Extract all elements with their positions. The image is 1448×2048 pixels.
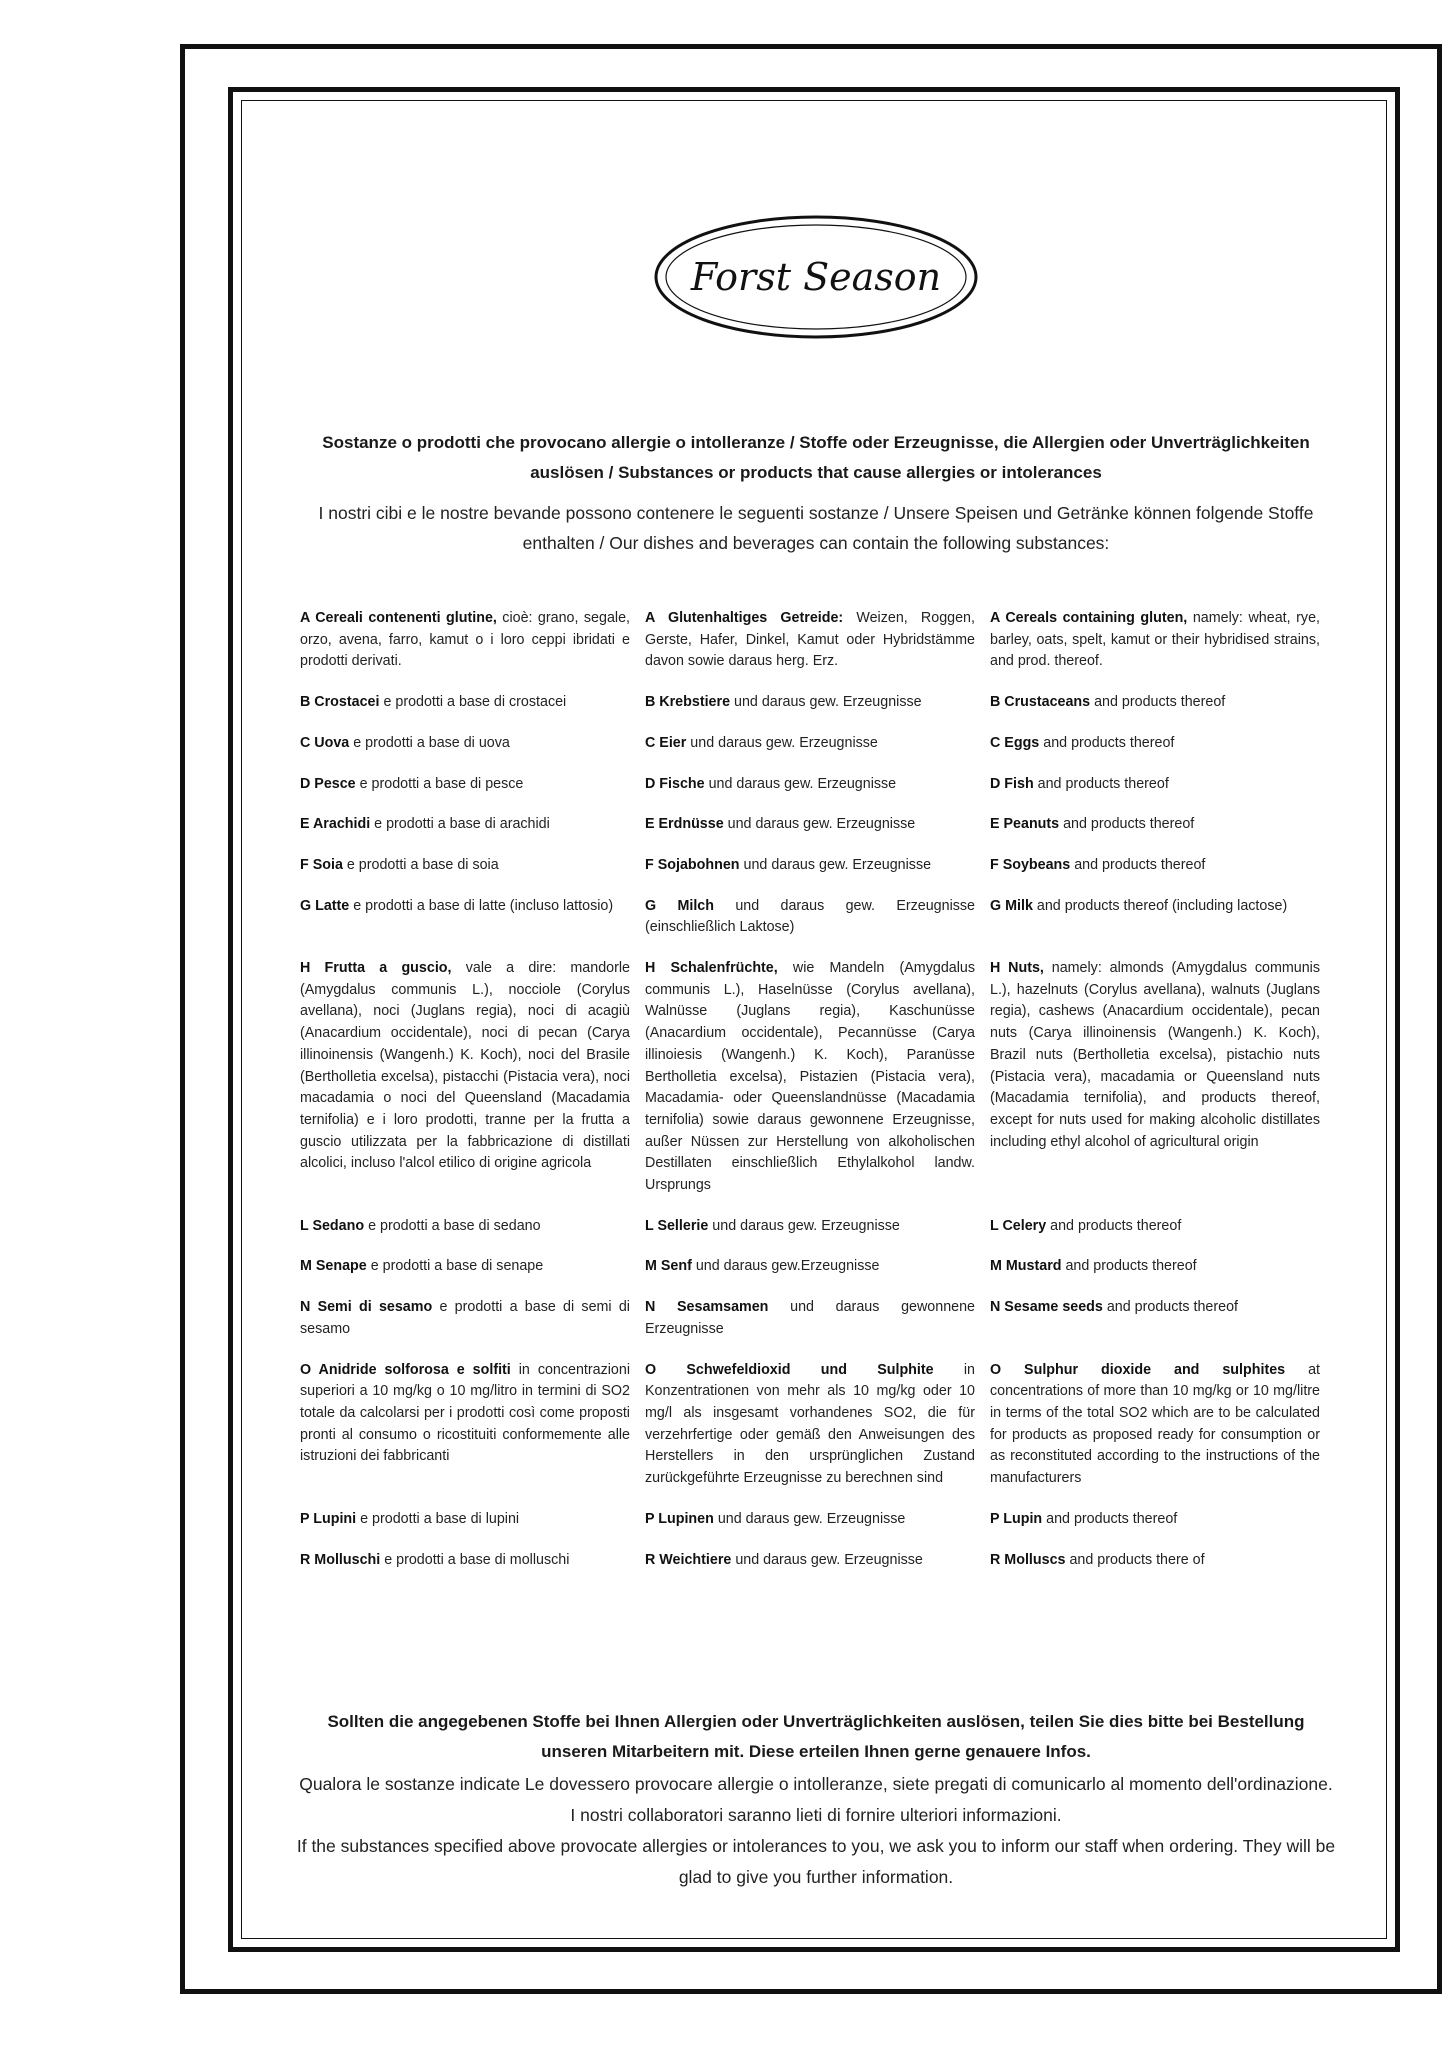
allergen-description: namely: wheat, rye, barley, oats, spelt, kamut or their hybridised strains, and prod. thereof. [990,610,1320,670]
allergen-label: C Eier [645,734,687,751]
allergen-description: und daraus gew.Erzeugnisse [691,1258,880,1275]
forst-season-logo [651,212,981,342]
allergen-description: e prodotti a base di lupini [356,1510,520,1527]
allergen-description: and products thereof [1090,694,1226,711]
allergen-description: in concentrazioni superiori a 10 mg/kg o 10 mg/litro in termini di SO2 totale da calcolarsi per i prodotti così come proposti pronti al consumo o ricostituiti conformemente alle istruzioni dei fabbricanti [300,1361,631,1465]
allergen-description: and products thereof [1033,775,1169,792]
allergen-description: und daraus gew. Erzeugnisse (einschließlich Laktose) [645,897,975,936]
allergen-cell-de [645,692,975,714]
allergen-cell-en [990,1550,1320,1572]
allergen-cell-it [300,1297,630,1340]
allergen-heading: Sostanze o prodotti che provocano allergie o intolleranze / Stoffe oder Erzeugnisse, die Allergien oder Unverträglichkeiten auslösen / Substances or products that cause allergies or intolerances [322,433,1310,482]
allergen-description: and products thereof [1039,734,1175,751]
allergen-cell-de [645,958,975,1197]
allergen-label: P Lupini [300,1510,357,1527]
allergen-description: Weizen, Roggen, Gerste, Hafer, Dinkel, Kamut oder Hybridstämme davon sowie daraus herg. Erz. [645,610,975,670]
allergen-description: e prodotti a base di soia [342,856,499,873]
allergen-description: e prodotti a base di senape [366,1258,544,1275]
allergen-description: e prodotti a base di arachidi [370,816,550,833]
allergen-label: H Frutta a guscio, [300,960,452,977]
logo-text: Forst Season [690,255,942,299]
allergen-cell-it [300,692,630,714]
allergen-cell-de [645,1297,975,1340]
allergen-cell-en [990,733,1320,755]
allergen-label: A Glutenhaltiges Getreide: [645,610,844,626]
allergen-label: L Celery [990,1217,1047,1234]
allergen-description: and products thereof [1070,856,1206,873]
footer-note-german: Sollten die angegebenen Stoffe bei Ihnen Allergien oder Unverträglichkeiten auslösen, teilen Sie dies bitte bei Bestellung unseren Mitarbeitern mit. Diese erteilen Ihnen gerne genauere Infos. [327,1712,1305,1761]
allergen-label: A Cereali contenenti glutine, [300,610,497,626]
allergen-table [300,608,1320,1571]
allergen-label: O Anidride solforosa e solfiti [300,1361,511,1378]
allergen-cell-en [990,1256,1320,1278]
allergen-cell-en [990,1297,1320,1340]
allergen-cell-en [990,855,1320,877]
allergen-description: and products thereof (including lactose) [1032,897,1288,914]
allergen-cell-de [645,1509,975,1531]
allergen-cell-de [645,774,975,796]
allergen-label: N Sesame seeds [990,1299,1103,1316]
allergen-description: und daraus gew. Erzeugnisse [739,856,932,873]
allergen-label: D Fische [645,775,705,792]
allergen-label: L Sellerie [645,1217,709,1234]
allergen-description: namely: almonds (Amygdalus communis L.), hazelnuts (Corylus avellana), walnuts (Juglans regia), cashews (Anacardium occidentale), pecan nuts (Carya illinoinensis (Wangenh.) K. Koch), Brazil nuts (Bertholletia excelsa), pistachio nuts (Pistacia vera), macadamia or Queensland nuts (Macadamia ternifolia), and products thereof, except for nuts used for making alcoholic distillates including ethyl alcohol of agricultural origin [990,960,1320,1150]
allergen-label: B Crostacei [300,694,380,711]
allergen-description: und daraus gew. Erzeugnisse [730,694,922,711]
footer-note-english: If the substances specified above provocate allergies or intolerances to you, we ask you to inform our staff when ordering. They will be glad to give you further information. [296,1836,1336,1887]
allergen-label: P Lupin [990,1510,1043,1527]
allergen-label: E Arachidi [300,816,371,833]
allergen-label: B Krebstiere [645,694,731,711]
allergen-cell-it [300,774,630,796]
allergen-cell-en [990,1216,1320,1238]
allergen-cell-de [645,1360,975,1490]
allergen-description: e prodotti a base di semi di sesamo [300,1299,630,1337]
allergen-cell-it [300,958,630,1197]
allergen-description: and products thereof [1061,1258,1197,1275]
allergen-description: at concentrations of more than 10 mg/kg or 10 mg/litre in terms of the total SO2 which are to be calculated for products as proposed ready for consumption or as reconstituted according to the instructions of the manufacturers [990,1361,1320,1487]
allergen-intro: I nostri cibi e le nostre bevande possono contenere le seguenti sostanze / Unsere Speisen und Getränke können folgende Stoffe enthalten / Our dishes and beverages can contain the following substances: [318,503,1314,553]
allergen-label: B Crustaceans [990,694,1091,711]
allergen-label: D Pesce [300,775,356,792]
allergen-label: N Sesamsamen [645,1299,769,1316]
allergen-cell-en [990,1509,1320,1531]
allergen-cell-de [645,608,975,673]
allergen-label: P Lupinen [645,1510,714,1527]
allergen-description: und daraus gew. Erzeugnisse [731,1551,923,1568]
allergen-cell-it [300,1256,630,1278]
allergen-description: e prodotti a base di sedano [364,1217,541,1234]
allergen-cell-it [300,896,630,939]
allergen-description: and products thereof [1042,1510,1178,1527]
allergen-cell-it [300,608,630,673]
allergen-label: M Senape [300,1258,367,1275]
allergen-cell-en [990,1360,1320,1490]
allergen-label: E Peanuts [990,816,1060,833]
allergen-label: R Molluscs [990,1551,1066,1568]
allergen-label: F Soybeans [990,856,1071,873]
allergen-label: F Sojabohnen [645,856,740,873]
allergen-cell-it [300,1550,630,1572]
allergen-label: E Erdnüsse [645,816,724,833]
allergen-cell-it [300,814,630,836]
allergen-cell-it [300,1509,630,1531]
allergen-description: in Konzentrationen von mehr als 10 mg/kg oder 10 mg/l als insgesamt vorhandenes SO2, die für verzehrfertige oder gemäß den Anweisungen des Herstellers in den ursprünglichen Zustand zurückgeführte Erzeugnisse zu berechnen sind [645,1361,975,1487]
allergen-description: und daraus gew. Erzeugnisse [723,816,916,833]
allergen-label: H Nuts, [990,960,1044,977]
allergen-label: R Weichtiere [645,1551,732,1568]
allergen-cell-de [645,733,975,755]
allergen-label: N Semi di sesamo [300,1299,433,1316]
allergen-description: und daraus gew. Erzeugnisse [713,1510,906,1527]
allergen-cell-en [990,774,1320,796]
allergen-description: e prodotti a base di uova [349,734,510,751]
allergen-label: F Soia [300,856,343,873]
allergen-cell-de [645,1550,975,1572]
allergen-label: O Schwefeldioxid und Sulphite [645,1361,934,1378]
allergen-label: C Uova [300,734,350,751]
allergen-description: e prodotti a base di latte (incluso lattosio) [349,897,614,914]
allergen-description: e prodotti a base di molluschi [380,1551,570,1568]
allergen-cell-it [300,733,630,755]
allergen-description: und daraus gew. Erzeugnisse [686,734,878,751]
allergen-label: L Sedano [300,1217,365,1234]
allergen-label: M Senf [645,1258,692,1275]
allergen-description: e prodotti a base di crostacei [379,694,567,711]
allergen-label: C Eggs [990,734,1040,751]
allergen-description: und daraus gew. Erzeugnisse [704,775,897,792]
allergen-cell-en [990,814,1320,836]
allergen-cell-de [645,855,975,877]
allergen-cell-it [300,1360,630,1490]
allergen-cell-en [990,896,1320,939]
allergen-description: wie Mandeln (Amygdalus communis L.), Haselnüsse (Corylus avellana), Walnüsse (Juglans regia), Kaschunüsse (Anacardium occidentale), Pecannüsse (Carya illinoiesis (Wangenh.) K. Koch), Paranüsse Bertholletia excelsa), Pistazien (Pistacia vera), Macadamia- oder Queenslandnüsse (Macadamia ternifolia) sowie daraus gewonnene Erzeugnisse, außer Nüssen zur Herstellung von alkoholischen Destillaten einschließlich Ethylalkohol landw. Ursprungs [645,960,975,1194]
allergen-label: H Schalenfrüchte, [645,960,778,977]
allergen-cell-de [645,896,975,939]
allergen-cell-it [300,1216,630,1238]
allergen-description: und daraus gew. Erzeugnisse [708,1217,900,1234]
allergen-description: and products there of [1065,1551,1205,1568]
allergen-label: G Milk [990,897,1033,914]
allergen-label: D Fish [990,775,1034,792]
allergen-cell-it [300,855,630,877]
allergen-cell-de [645,814,975,836]
allergen-description: und daraus gewonnene Erzeugnisse [645,1299,975,1337]
allergen-label: O Sulphur dioxide and sulphites [990,1361,1286,1378]
allergen-description: cioè: grano, segale, orzo, avena, farro, kamut o i loro ceppi ibridati e prodotti derivati. [300,610,630,670]
allergen-description: e prodotti a base di pesce [355,775,524,792]
allergen-cell-de [645,1216,975,1238]
allergen-cell-de [645,1256,975,1278]
allergen-label: G Milch [645,897,714,914]
allergen-cell-en [990,692,1320,714]
allergen-cell-en [990,958,1320,1197]
allergen-description: and products thereof [1046,1217,1182,1234]
footer-note-italian: Qualora le sostanze indicate Le dovessero provocare allergie o intolleranze, siete pregati di comunicarlo al momento dell'ordinazione. I nostri collaboratori saranno lieti di fornire ulteriori informazioni. [299,1774,1333,1825]
allergen-description: vale a dire: mandorle (Amygdalus communis L.), nocciole (Corylus avellana), noci (Juglans regia), noci di acagiù (Anacardium occidentale), noci di pecan (Carya illinoinensis (Wangenh.) K. Koch), noci del Brasile (Bertholletia excelsa), pistacchi (Pistacia vera), noci macadamia o noci del Queensland (Macadamia ternifolia) e i loro prodotti, tranne per la frutta a guscio utilizzata per la fabbricazione di distillati alcolici, incluso l'alcol etilico di origine agricola [300,960,630,1172]
allergen-label: R Molluschi [300,1551,381,1568]
allergen-description: and products thereof [1102,1299,1238,1316]
allergen-cell-en [990,608,1320,673]
logo-oval-icon [651,212,981,342]
allergen-label: M Mustard [990,1258,1062,1275]
allergen-label: A Cereals containing gluten, [990,610,1188,626]
allergen-label: G Latte [300,897,350,914]
allergen-description: and products thereof [1059,816,1195,833]
